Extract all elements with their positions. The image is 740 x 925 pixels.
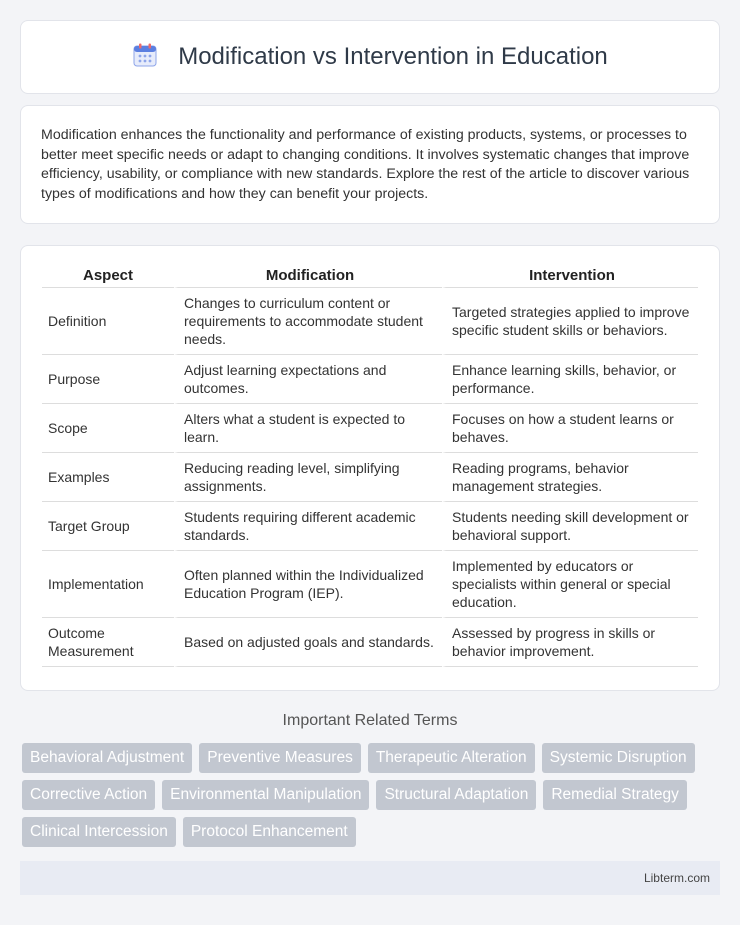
- tag-row: [22, 817, 722, 847]
- tag-row: [22, 743, 722, 773]
- term-tag[interactable]: Behavioral Adjustment: [22, 743, 192, 773]
- term-tag[interactable]: Protocol Enhancement: [183, 817, 356, 847]
- row-intervention: Reading programs, behavior management strategies.: [442, 453, 698, 502]
- footer-site-link[interactable]: Libterm.com: [643, 871, 710, 885]
- row-aspect: Examples: [42, 453, 174, 502]
- row-aspect: Implementation: [42, 551, 174, 618]
- header-card: [20, 20, 720, 94]
- header-aspect: Aspect: [42, 266, 174, 288]
- row-modification: Alters what a student is expected to learn.: [174, 404, 442, 453]
- row-intervention: Focuses on how a student learns or behaves.: [442, 404, 698, 453]
- row-intervention: Students needing skill development or behavioral support.: [442, 502, 698, 551]
- table-row: [42, 551, 698, 618]
- row-intervention: Enhance learning skills, behavior, or performance.: [442, 355, 698, 404]
- row-intervention: Implemented by educators or specialists within general or special education.: [442, 551, 698, 618]
- row-aspect: Scope: [42, 404, 174, 453]
- page-title: Modification vs Intervention in Education: [178, 43, 608, 70]
- row-intervention: Assessed by progress in skills or behavior improvement.: [442, 618, 698, 667]
- row-aspect: Target Group: [42, 502, 174, 551]
- comparison-table: [42, 266, 698, 667]
- row-modification: Often planned within the Individualized Education Program (IEP).: [174, 551, 442, 618]
- header-modification: Modification: [174, 266, 442, 288]
- row-aspect: Purpose: [42, 355, 174, 404]
- row-modification: Students requiring different academic standards.: [174, 502, 442, 551]
- tag-row: [22, 780, 722, 810]
- table-row: [42, 355, 698, 404]
- term-tag[interactable]: Environmental Manipulation: [162, 780, 369, 810]
- comparison-table-card: [20, 245, 720, 691]
- row-modification: Adjust learning expectations and outcomes.: [174, 355, 442, 404]
- intro-card: [20, 105, 720, 224]
- term-tag[interactable]: Corrective Action: [22, 780, 155, 810]
- footer: [20, 861, 720, 895]
- row-modification: Reducing reading level, simplifying assignments.: [174, 453, 442, 502]
- row-aspect: Definition: [42, 288, 174, 355]
- term-tag[interactable]: Therapeutic Alteration: [368, 743, 535, 773]
- header-intervention: Intervention: [442, 266, 698, 288]
- row-intervention: Targeted strategies applied to improve specific student skills or behaviors.: [442, 288, 698, 355]
- term-tag[interactable]: Systemic Disruption: [542, 743, 695, 773]
- row-aspect: Outcome Measurement: [42, 618, 174, 667]
- table-row: [42, 404, 698, 453]
- table-row: [42, 502, 698, 551]
- term-tag[interactable]: Preventive Measures: [199, 743, 361, 773]
- row-modification: Changes to curriculum content or requirements to accommodate student needs.: [174, 288, 442, 355]
- table-header-row: [42, 266, 698, 288]
- intro-text: Modification enhances the functionality and performance of existing products, systems, or processes to better meet specific needs or adapt to changing conditions. It involves systematic changes that improve efficiency, usability, or compliance with new standards. Explore the rest of the article to discover various types of modifications and how they can benefit your projects.: [41, 127, 690, 202]
- term-tag[interactable]: Remedial Strategy: [543, 780, 687, 810]
- table-row: [42, 453, 698, 502]
- term-tag[interactable]: Clinical Intercession: [22, 817, 176, 847]
- calendar-icon: [132, 42, 158, 73]
- table-row: [42, 618, 698, 667]
- term-tag[interactable]: Structural Adaptation: [376, 780, 536, 810]
- table-row: [42, 288, 698, 355]
- related-terms-title: Important Related Terms: [282, 712, 458, 729]
- related-terms-tags: [22, 743, 722, 854]
- row-modification: Based on adjusted goals and standards.: [174, 618, 442, 667]
